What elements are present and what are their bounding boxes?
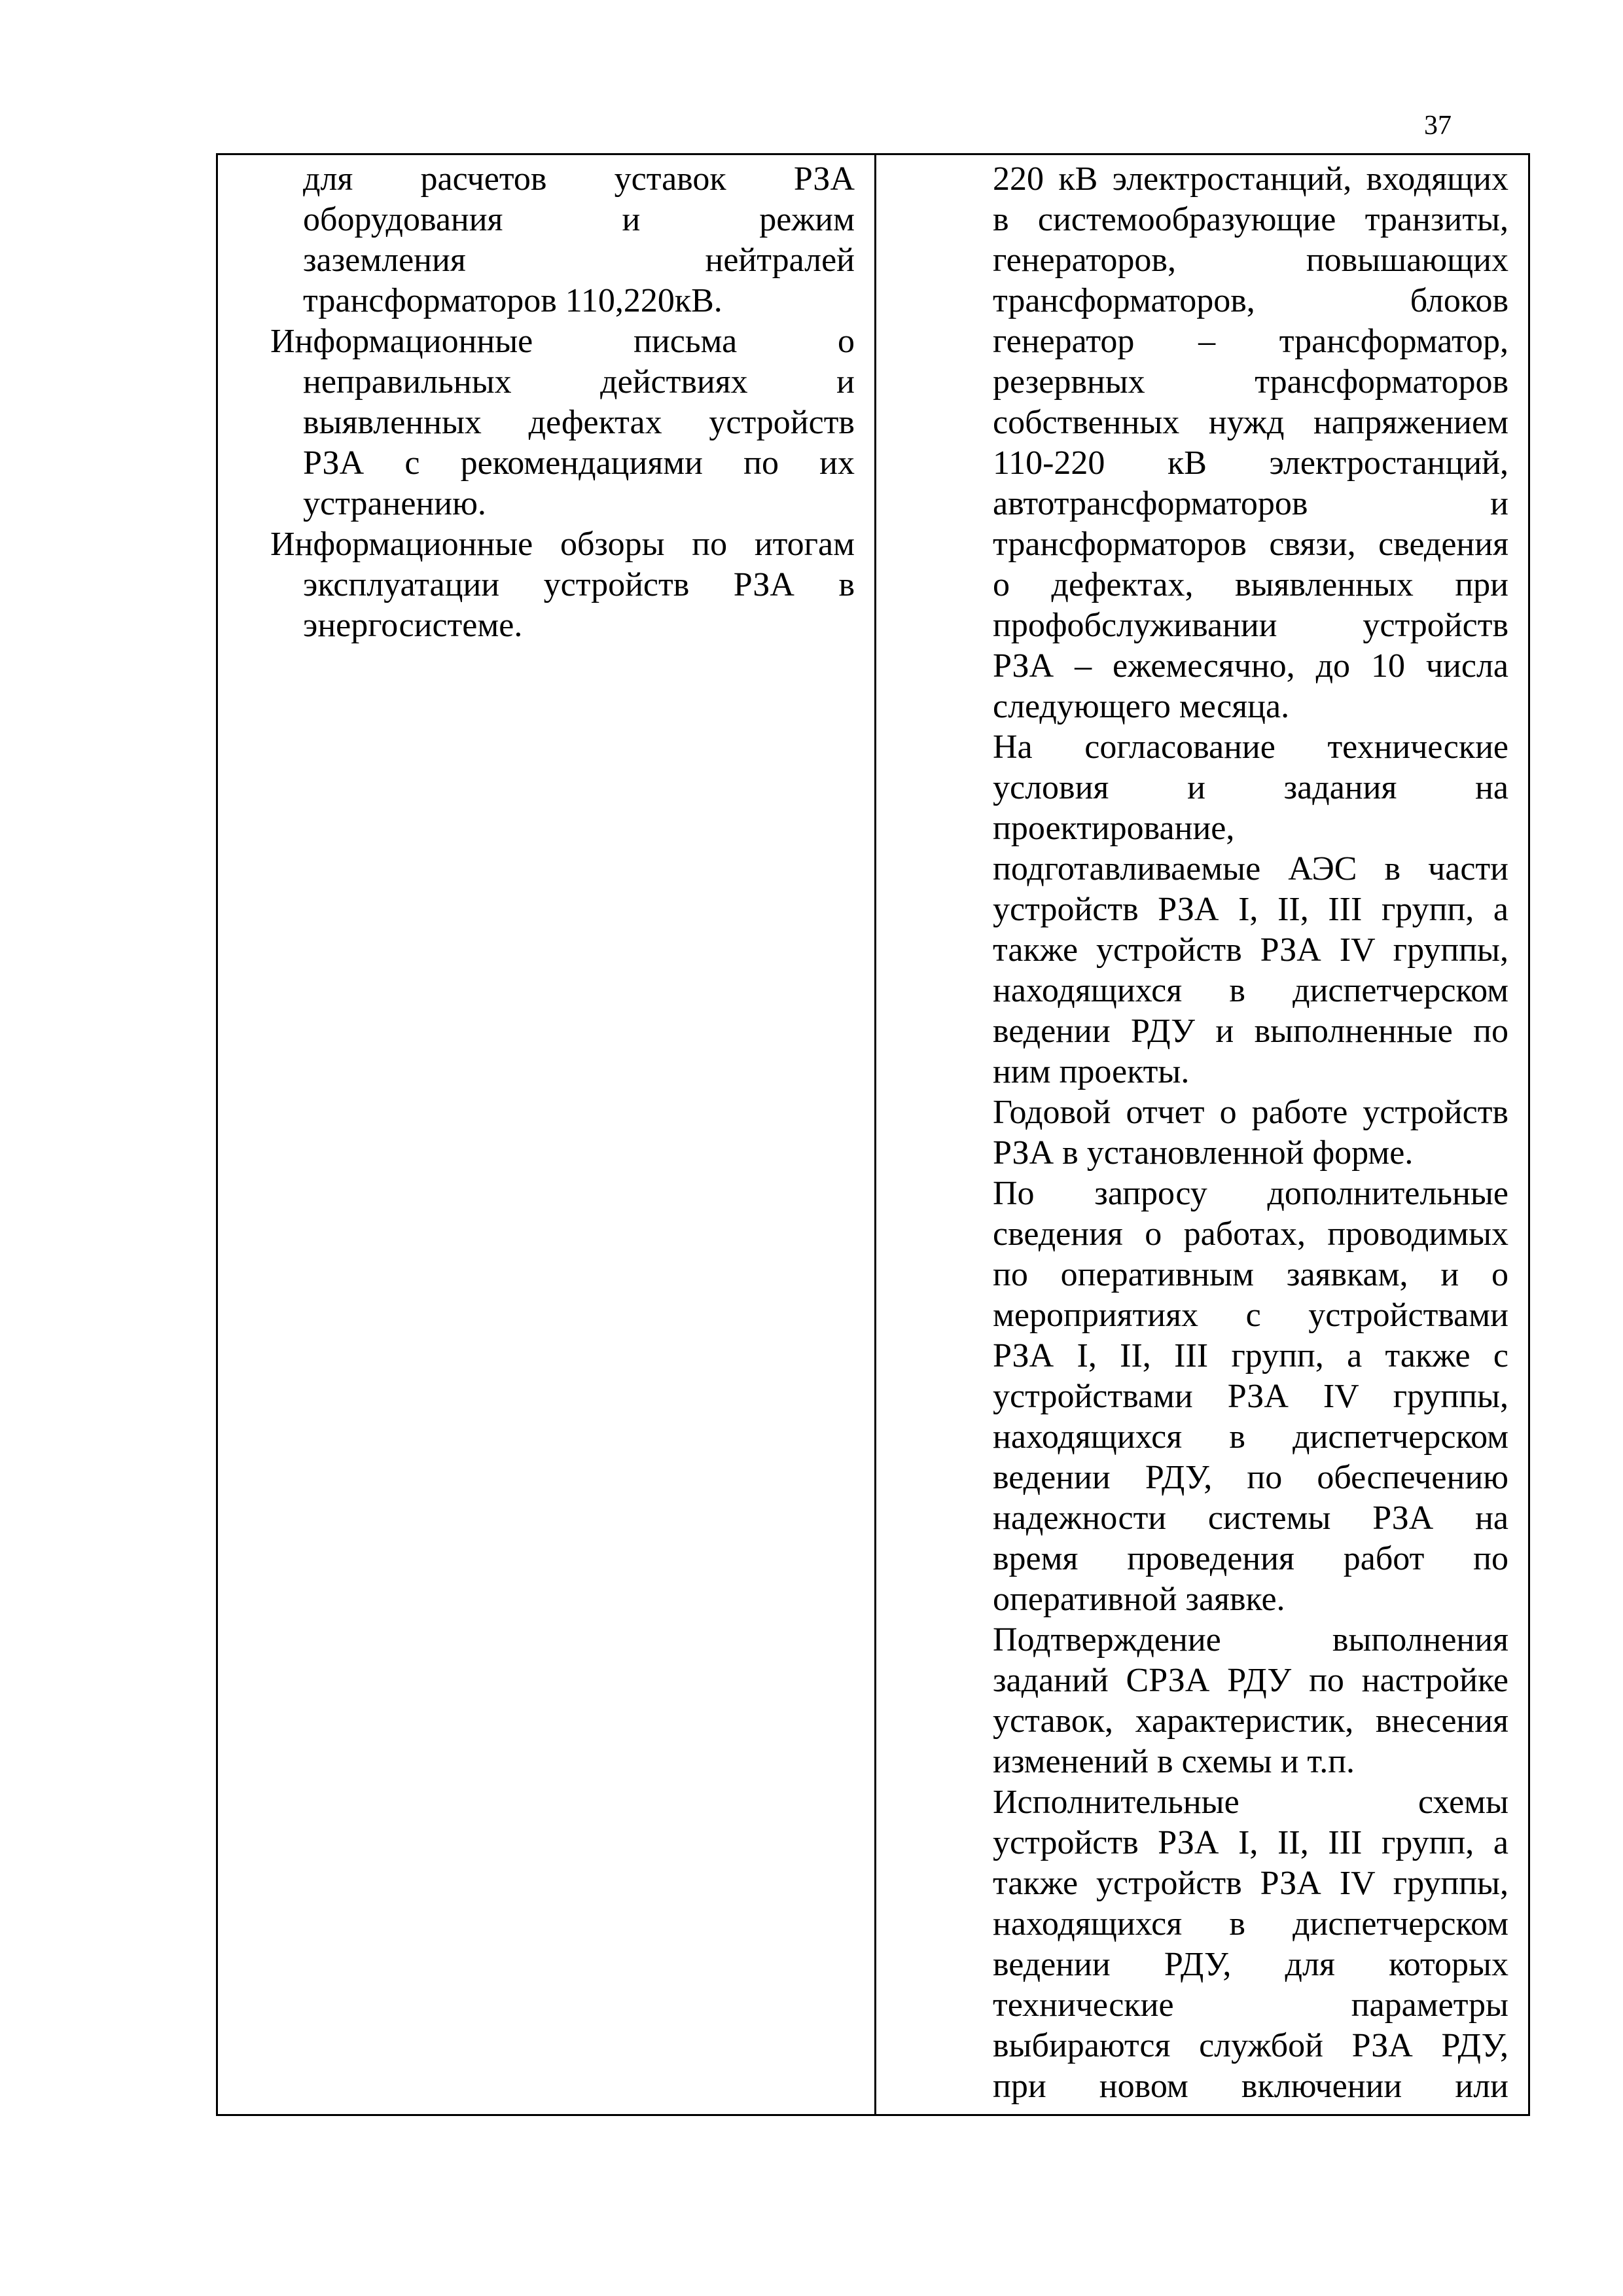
left-cell xyxy=(217,154,876,2115)
text-line: условия и задания на xyxy=(993,769,1508,806)
text-line: устройствами РЗА IV группы, xyxy=(993,1378,1508,1415)
left-cell-text xyxy=(218,155,874,646)
text-line: ним проекты. xyxy=(993,1053,1190,1090)
text-line: оперативной заявке. xyxy=(993,1581,1285,1618)
text-line: устройств РЗА I, II, III групп, а xyxy=(993,1824,1508,1861)
text-line: выявленных дефектах устройств xyxy=(303,404,855,441)
text-line: по оперативным заявкам, и о xyxy=(993,1256,1508,1293)
text-line: собственных нужд напряжением xyxy=(993,404,1508,441)
text-line: мероприятиях с устройствами xyxy=(993,1297,1508,1334)
text-line: подготавливаемые АЭС в части xyxy=(993,850,1508,888)
text-line: выбираются службой РЗА РДУ, xyxy=(993,2027,1508,2064)
text-line: устройств РЗА I, II, III групп, а xyxy=(993,891,1508,928)
text-line: автотрансформаторов и xyxy=(993,485,1508,522)
text-line: 220 кВ электростанций, входящих xyxy=(993,160,1508,198)
text-line: РЗА с рекомендациями по их xyxy=(303,444,855,482)
text-line: также устройств РЗА IV группы, xyxy=(993,1865,1508,1902)
text-line: при новом включении или xyxy=(993,2068,1508,2105)
table-row xyxy=(217,154,1529,2115)
text-line: для расчетов уставок РЗА xyxy=(303,160,855,198)
text-line: трансформаторов связи, сведения xyxy=(993,526,1508,563)
text-line: энергосистеме. xyxy=(303,607,523,644)
text-line: ведении РДУ и выполненные по xyxy=(993,1013,1508,1050)
text-line: резервных трансформаторов xyxy=(993,363,1508,401)
text-line: также устройств РЗА IV группы, xyxy=(993,931,1508,969)
text-line: находящихся в диспетчерском xyxy=(993,1418,1508,1456)
text-line: генераторов, повышающих xyxy=(993,242,1508,279)
text-line: профобслуживании устройств xyxy=(993,607,1508,644)
right-cell-text xyxy=(876,155,1528,2107)
text-line: По запросу дополнительные xyxy=(993,1175,1508,1212)
text-line: находящихся в диспетчерском xyxy=(993,1905,1508,1943)
text-line: генератор – трансформатор, xyxy=(993,323,1508,360)
text-line: уставок, характеристик, внесения xyxy=(993,1702,1508,1740)
text-line: трансформаторов 110,220кВ. xyxy=(303,282,722,319)
text-line: в системообразующие транзиты, xyxy=(993,201,1508,238)
text-line: На согласование технические xyxy=(993,728,1508,766)
text-line: надежности системы РЗА на xyxy=(993,1499,1508,1537)
text-line: РЗА – ежемесячно, до 10 числа xyxy=(993,647,1508,685)
text-line: о дефектах, выявленных при xyxy=(993,566,1508,603)
text-line: находящихся в диспетчерском xyxy=(993,972,1508,1009)
text-line: оборудования и режим xyxy=(303,201,855,238)
text-line: РЗА I, II, III групп, а также с xyxy=(993,1337,1508,1374)
text-line: Исполнительные схемы xyxy=(993,1784,1508,1821)
text-line: 110-220 кВ электростанций, xyxy=(993,444,1508,482)
text-line: проектирование, xyxy=(993,810,1235,847)
text-line: изменений в схемы и т.п. xyxy=(993,1743,1355,1780)
text-line: РЗА в установленной форме. xyxy=(993,1134,1414,1172)
page-number: 37 xyxy=(1424,111,1452,141)
text-line: ведении РДУ, по обеспечению xyxy=(993,1459,1508,1496)
text-line: технические параметры xyxy=(993,1986,1508,2024)
text-line: ведении РДУ, для которых xyxy=(993,1946,1508,1983)
text-line: сведения о работах, проводимых xyxy=(993,1215,1508,1253)
text-line: Информационные обзоры по итогам xyxy=(270,526,855,563)
text-line: неправильных действиях и xyxy=(303,363,855,401)
text-line: Информационные письма о xyxy=(270,323,855,360)
text-line: эксплуатации устройств РЗА в xyxy=(303,566,855,603)
text-line: заземления нейтралей xyxy=(303,242,855,279)
text-line: Подтверждение выполнения xyxy=(993,1621,1508,1659)
text-line: время проведения работ по xyxy=(993,1540,1508,1577)
text-line: Годовой отчет о работе устройств xyxy=(993,1094,1508,1131)
text-line: следующего месяца. xyxy=(993,688,1290,725)
text-line: трансформаторов, блоков xyxy=(993,282,1508,319)
right-cell xyxy=(876,154,1529,2115)
text-line: устранению. xyxy=(303,485,486,522)
document-table xyxy=(216,153,1530,2116)
text-line: заданий СРЗА РДУ по настройке xyxy=(993,1662,1508,1699)
